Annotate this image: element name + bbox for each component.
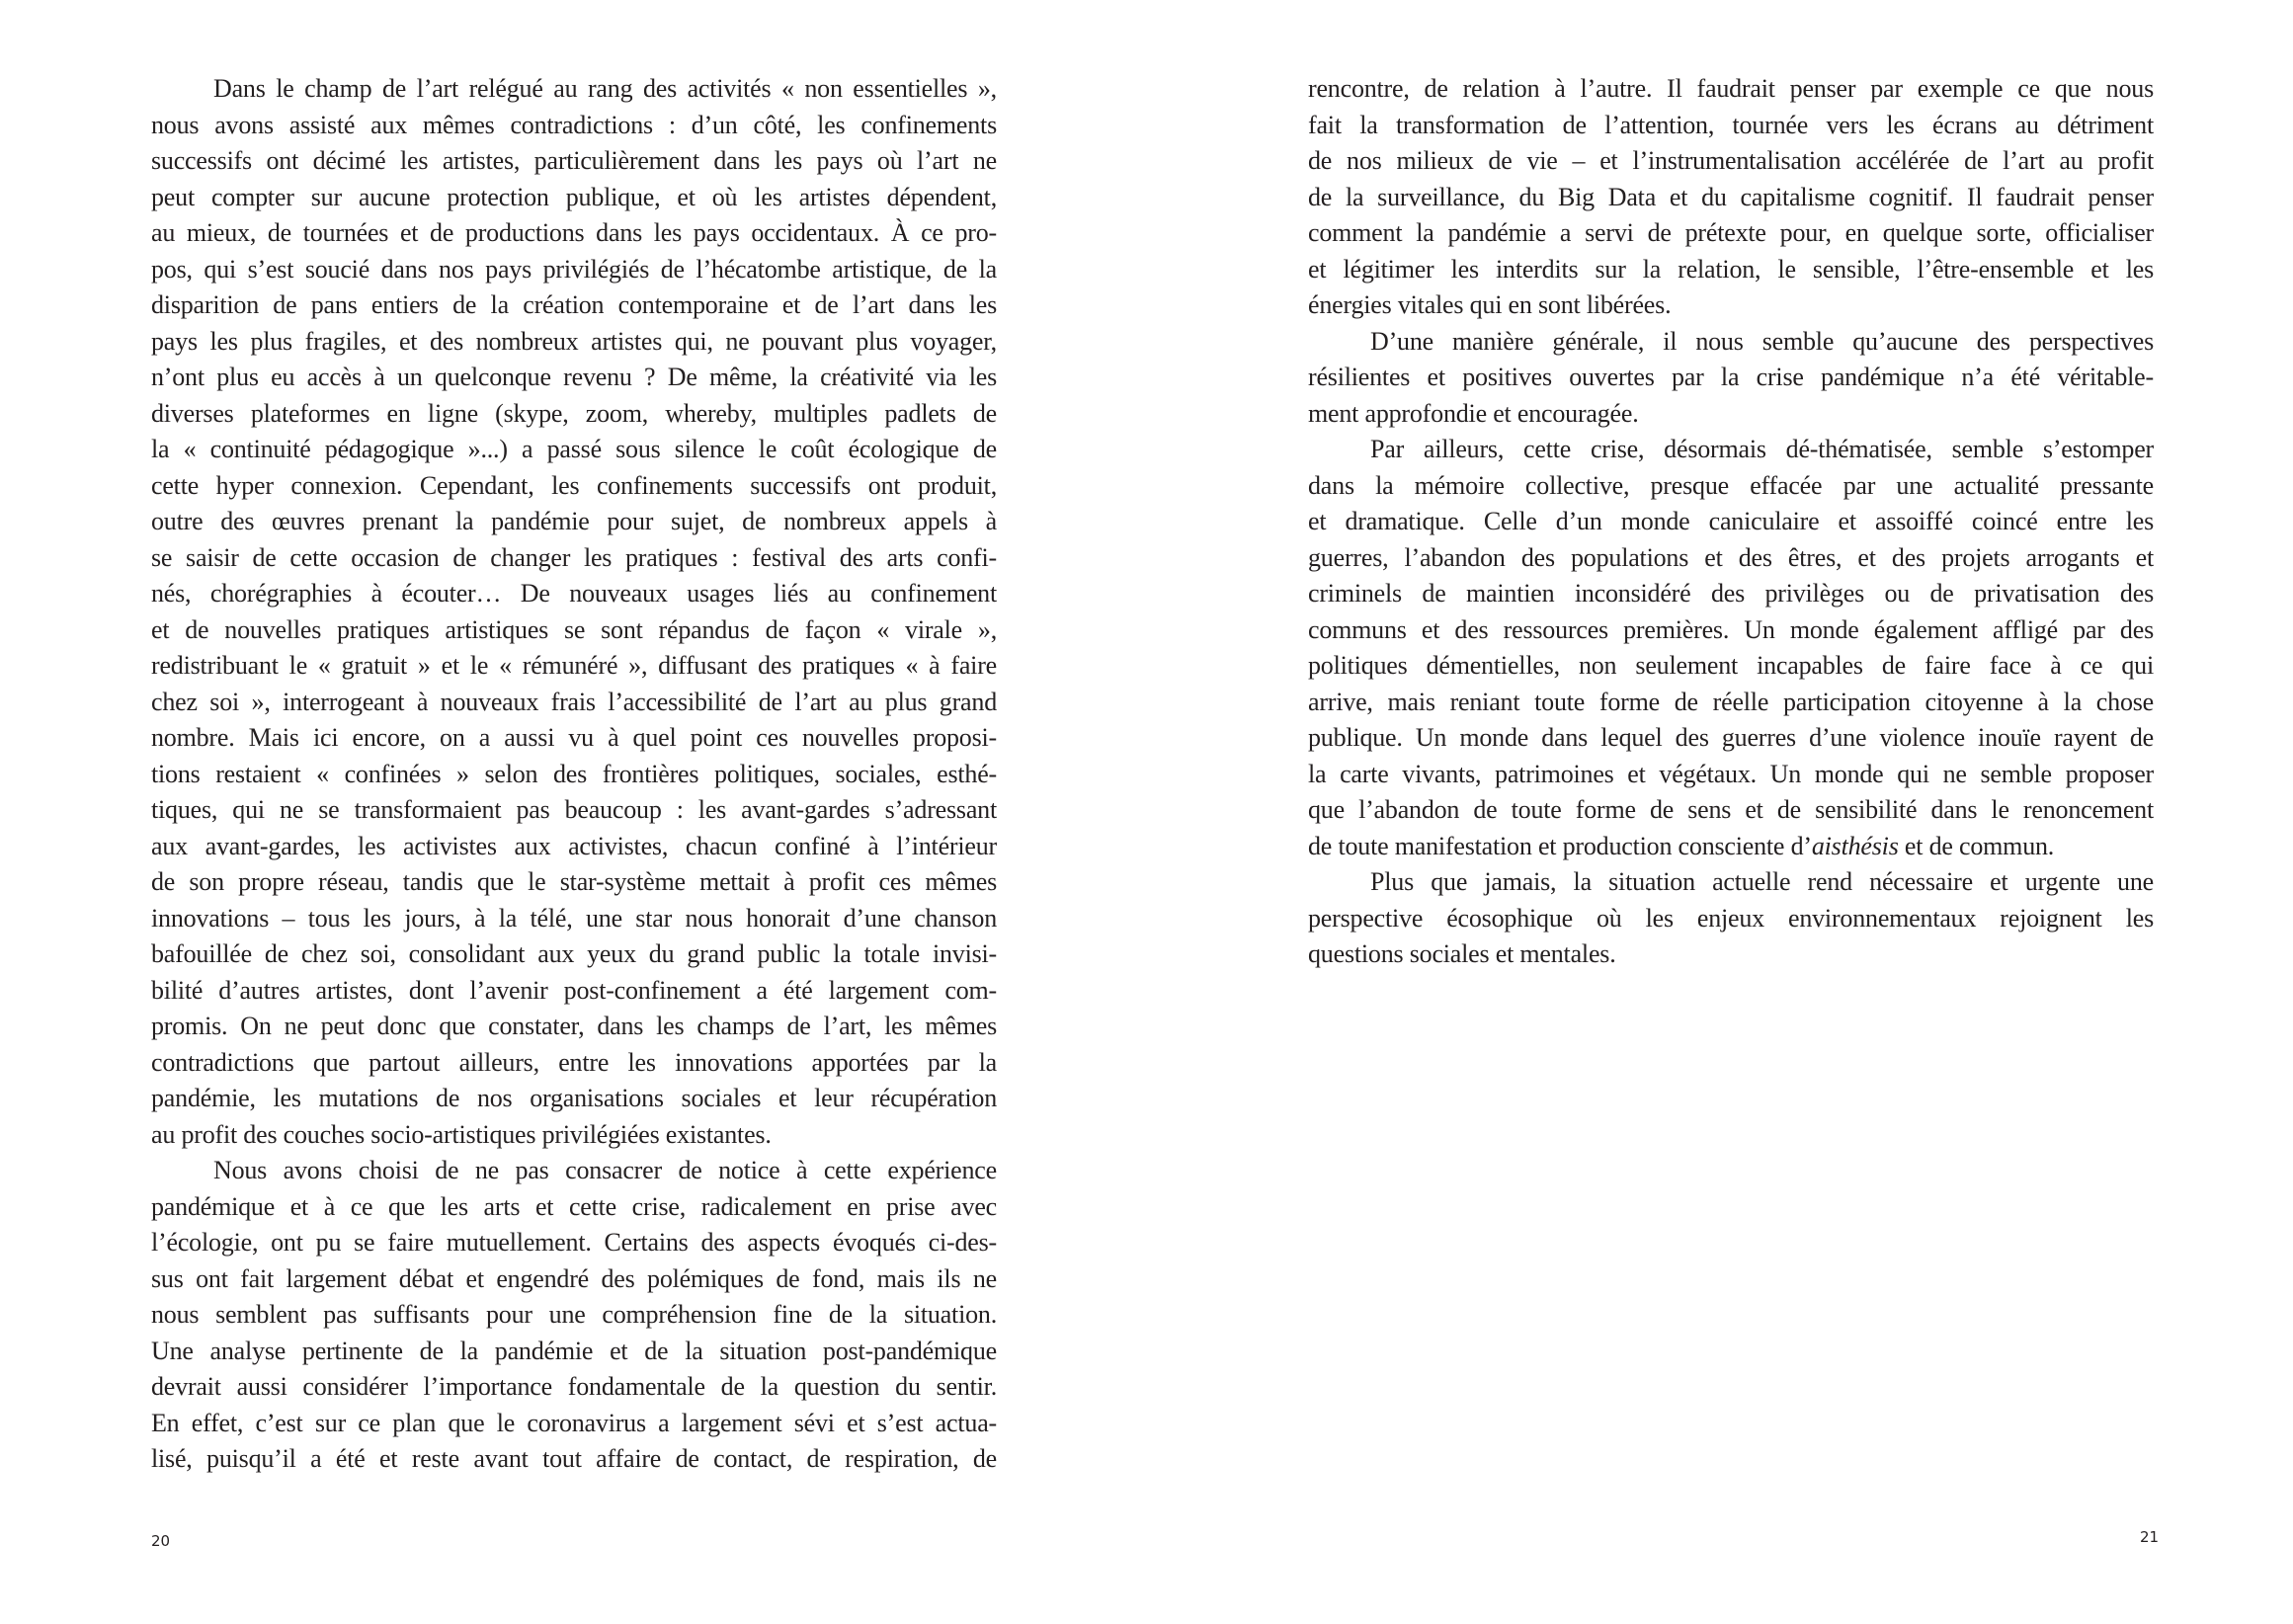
text-line: Plus que jamais, la situation actuelle rend nécessaire et urgente une	[1370, 867, 2154, 896]
text-line: tions restaient « confinées » selon des frontières politiques, sociales, esthé-	[151, 759, 997, 788]
text-line: communs et des ressources premières. Un monde également affligé par des	[1308, 614, 2154, 644]
text-line: pandémique et à ce que les arts et cette crise, radicalement en prise avec	[151, 1191, 997, 1221]
text-line: au mieux, de tournées et de productions dans les pays occidentaux. À ce pro-	[151, 218, 997, 247]
text-line: résilientes et positives ouvertes par la crise pandémique n’a été véritable-	[1308, 363, 2154, 391]
text-line: de nos milieux de vie – et l’instrumentalisation accélérée de l’art au profit	[1308, 146, 2154, 175]
text-line: bafouillée de chez soi, consolidant aux yeux du grand public la totale invisi-	[151, 939, 997, 968]
text-line: au profit des couches socio-artistiques privilégiées existantes.	[151, 1119, 772, 1149]
text-line: successifs ont décimé les artistes, particulièrement dans les pays où l’art ne	[151, 146, 997, 175]
text-line: contradictions que partout ailleurs, entre les innovations apportées par la	[151, 1047, 997, 1077]
page-number-left: 20	[151, 1532, 171, 1550]
text-line: diverses plateformes en ligne (skype, zoom, whereby, multiples padlets de	[151, 398, 997, 428]
text-line: chez soi », interrogeant à nouveaux frais l’accessibilité de l’art au plus grand	[151, 687, 997, 716]
text-line: l’écologie, ont pu se faire mutuellement. Certains des aspects évoqués ci-des-	[151, 1228, 997, 1257]
text-line: redistribuant le « gratuit » et le « rémunéré », diffusant des pratiques « à faire	[151, 651, 997, 680]
text-segment: et de commun.	[1898, 831, 2055, 860]
text-line: pays les plus fragiles, et des nombreux artistes qui, ne pouvant plus voyager,	[151, 326, 997, 356]
text-line: nous avons assisté aux mêmes contradictions : d’un côté, les confinements	[151, 110, 997, 139]
text-line: Dans le champ de l’art relégué au rang des activités « non essentielles »,	[213, 74, 997, 103]
text-line: lisé, puisqu’il a été et reste avant tout affaire de contact, de respiration, de	[151, 1444, 997, 1473]
text-line: peut compter sur aucune protection publique, et où les artistes dépendent,	[151, 182, 997, 211]
paragraph	[1308, 432, 2154, 864]
text-line: politiques démentielles, non seulement incapables de faire face à ce qui	[1308, 651, 2154, 680]
text-line: promis. On ne peut donc que constater, dans les champs de l’art, les mêmes	[151, 1012, 997, 1040]
text-segment: de toute manifestation et production consciente d’	[1308, 831, 1812, 860]
text-line: bilité d’autres artistes, dont l’avenir post-confinement a été largement com-	[151, 975, 997, 1005]
text-line: et légitimer les interdits sur la relation, le sensible, l’être-ensemble et les	[1308, 254, 2154, 284]
text-line: la carte vivants, patrimoines et végétaux. Un monde qui ne semble proposer	[1308, 759, 2154, 788]
paragraph	[1308, 71, 2154, 324]
text-line: de la surveillance, du Big Data et du capitalisme cognitif. Il faudrait penser	[1308, 182, 2154, 211]
text-line: aux avant-gardes, les activistes aux activistes, chacun confiné à l’intérieur	[151, 831, 997, 860]
text-line: En effet, c’est sur ce plan que le coronavirus a largement sévi et s’est actua-	[151, 1408, 997, 1437]
text-line: de son propre réseau, tandis que le star-système mettait à profit ces mêmes	[151, 867, 997, 896]
italic-term: aisthésis	[1811, 831, 1899, 860]
text-line: publique. Un monde dans lequel des guerres d’une violence inouïe rayent de	[1308, 723, 2154, 752]
text-line: pos, qui s’est soucié dans nos pays privilégiés de l’hécatombe artistique, de la	[151, 254, 997, 284]
text-line: arrive, mais reniant toute forme de réelle participation citoyenne à la chose	[1308, 687, 2154, 716]
text-line: nés, chorégraphies à écouter… De nouveaux usages liés au confinement	[151, 579, 997, 608]
text-line	[1308, 829, 2154, 865]
text-line: la « continuité pédagogique »...) a passé sous silence le coût écologique de	[151, 435, 997, 463]
text-line: Une analyse pertinente de la pandémie et de la situation post-pandémique	[151, 1336, 997, 1365]
text-line: nous semblent pas suffisants pour une compréhension fine de la situation.	[151, 1300, 997, 1329]
text-line: dans la mémoire collective, presque effacée par une actualité pressante	[1308, 470, 2154, 500]
text-line: et de nouvelles pratiques artistiques se sont répandus de façon « virale »,	[151, 614, 997, 644]
paragraph	[151, 71, 997, 1153]
text-line: tiques, qui ne se transformaient pas beaucoup : les avant-gardes s’adressant	[151, 795, 997, 824]
text-line: et dramatique. Celle d’un monde caniculaire et assoiffé coincé entre les	[1308, 507, 2154, 535]
text-line: questions sociales et mentales.	[1308, 939, 1616, 968]
text-line: innovations – tous les jours, à la télé, une star nous honorait d’une chanson	[151, 903, 997, 933]
text-line: perspective écosophique où les enjeux environnementaux rejoignent les	[1308, 903, 2154, 933]
text-line: que l’abandon de toute forme de sens et de sensibilité dans le renoncement	[1308, 795, 2154, 824]
text-line: devrait aussi considérer l’importance fondamentale de la question du sentir.	[151, 1372, 997, 1401]
text-line: ment approfondie et encouragée.	[1308, 398, 1639, 428]
right-page-text	[1308, 71, 2154, 973]
text-line: pandémie, les mutations de nos organisations sociales et leur récupération	[151, 1084, 997, 1112]
text-line: se saisir de cette occasion de changer les pratiques : festival des arts confi-	[151, 542, 997, 572]
text-line: disparition de pans entiers de la création contemporaine et de l’art dans les	[151, 290, 997, 319]
text-line: Par ailleurs, cette crise, désormais dé-thématisée, semble s’estomper	[1370, 435, 2154, 463]
text-line: n’ont plus eu accès à un quelconque revenu ? De même, la créativité via les	[151, 363, 997, 391]
left-page-text	[151, 71, 997, 1478]
text-line: criminels de maintien inconsidéré des privilèges ou de privatisation des	[1308, 579, 2154, 608]
paragraph	[1308, 864, 2154, 973]
text-line: Nous avons choisi de ne pas consacrer de notice à cette expérience	[213, 1156, 997, 1184]
paragraph	[1308, 324, 2154, 433]
paragraph	[151, 1153, 997, 1478]
text-line: rencontre, de relation à l’autre. Il faudrait penser par exemple ce que nous	[1308, 74, 2154, 103]
text-line: sus ont fait largement débat et engendré des polémiques de fond, mais ils ne	[151, 1263, 997, 1293]
text-line: outre des œuvres prenant la pandémie pour sujet, de nombreux appels à	[151, 507, 997, 535]
text-line: fait la transformation de l’attention, tournée vers les écrans au détriment	[1308, 110, 2154, 139]
text-line: guerres, l’abandon des populations et des êtres, et des projets arrogants et	[1308, 542, 2154, 572]
text-line: comment la pandémie a servi de prétexte pour, en quelque sorte, officialiser	[1308, 218, 2154, 247]
page-number-right: 21	[2140, 1528, 2160, 1546]
text-line: cette hyper connexion. Cependant, les confinements successifs ont produit,	[151, 470, 997, 500]
text-line: D’une manière générale, il nous semble qu’aucune des perspectives	[1370, 326, 2154, 356]
text-line: énergies vitales qui en sont libérées.	[1308, 290, 1672, 319]
text-line: nombre. Mais ici encore, on a aussi vu à quel point ces nouvelles proposi-	[151, 723, 997, 752]
